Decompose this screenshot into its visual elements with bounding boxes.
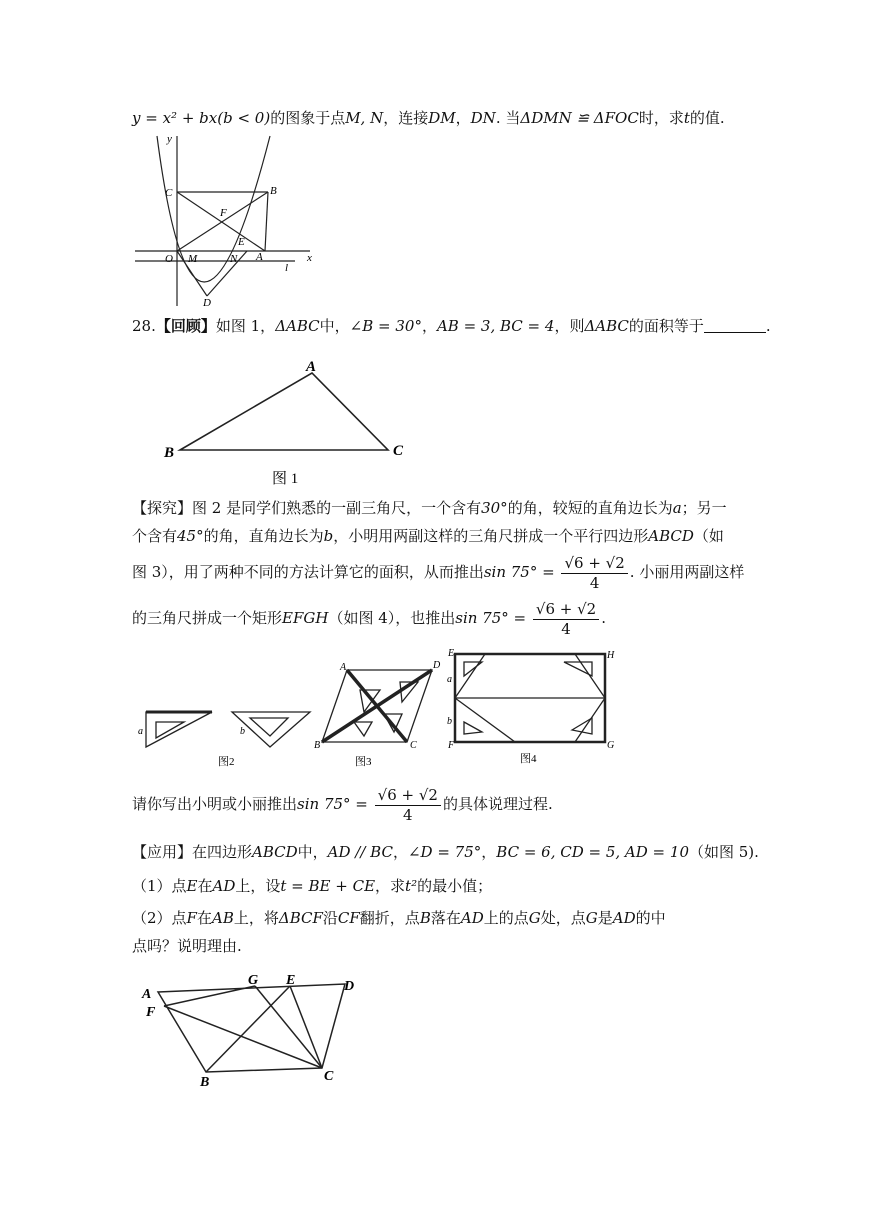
- parabola-curve: [157, 136, 270, 282]
- explore-line-2: 个含有45°的角，直角边长为b，小明用两副这样的三角尺拼成一个平行四边形ABCD（如: [132, 527, 724, 545]
- label-x: x: [307, 252, 312, 264]
- fig4-caption: 图4: [520, 753, 537, 765]
- fig4-label-h: H: [607, 650, 615, 661]
- fig2-label-b: b: [240, 726, 245, 737]
- fig3-label-a: A: [340, 662, 347, 673]
- fig3-parallelogram: [322, 670, 432, 742]
- fig5-label-d: D: [344, 979, 355, 994]
- label-m: M: [188, 253, 198, 265]
- sin75-fraction: $\frac{√6 + √2}{4}$: [561, 554, 627, 592]
- fig1-label-a: A: [306, 359, 317, 375]
- fig4-label-e: E: [448, 648, 455, 659]
- segment-fg: [164, 986, 255, 1006]
- figure-1-triangle: [160, 355, 420, 490]
- explore-line-1: 【探究】图 2 是同学们熟悉的一副三角尺，一个含有30°的角，较短的直角边长为a；另一: [132, 499, 727, 517]
- fig1-label-c: C: [393, 443, 404, 459]
- label-n: N: [230, 253, 238, 265]
- segment-be: [206, 986, 290, 1072]
- fig4-rectangle: [455, 654, 605, 742]
- fig1-caption: 图 1: [272, 471, 299, 487]
- fig2-caption: 图2: [218, 756, 235, 768]
- label-l: l: [285, 262, 289, 274]
- segment-ec: [290, 986, 322, 1068]
- fig2-set-squares: [146, 712, 310, 747]
- fig2-label-a: a: [138, 726, 143, 737]
- label-f: F: [220, 207, 227, 219]
- fig4-label-b: b: [447, 716, 452, 727]
- label-c: C: [165, 187, 173, 199]
- fig5-label-g: G: [248, 973, 259, 988]
- fig3-label-d: D: [433, 660, 441, 671]
- answer-blank[interactable]: [704, 318, 766, 333]
- fig5-label-c: C: [324, 1069, 334, 1084]
- triangle-abc: [180, 373, 388, 450]
- segment-ba: [265, 192, 268, 251]
- segment-fc: [164, 1006, 322, 1068]
- fig1-label-b: B: [164, 445, 175, 461]
- problem27-condition: y = x² + bx(b < 0)的图象于点M, N，连接DM，DN. 当ΔDMN ≌ ΔFOC时，求t的值.: [132, 109, 725, 127]
- segment-gc: [255, 986, 322, 1068]
- problem28-review: 28.【回顾】如图 1，ΔABC中，∠B = 30°，AB = 3, BC = 4，则ΔABC的面积等于 .: [132, 317, 771, 335]
- fig5-label-a: A: [142, 987, 152, 1002]
- fig5-label-f: F: [146, 1005, 156, 1020]
- figures-2-3-4: [132, 648, 615, 772]
- label-d: D: [203, 297, 211, 309]
- fig5-label-b: B: [200, 1075, 210, 1090]
- quad-abcd: [158, 984, 345, 1072]
- fig4-label-a: a: [447, 674, 452, 685]
- explore-line-3: 图 3），用了两种不同的方法计算它的面积，从而推出sin 75° = $\frac{√6 + √2}{4}$ . 小丽用两副这样: [132, 554, 745, 592]
- label-b: B: [270, 185, 277, 197]
- label-e: E: [238, 236, 245, 248]
- apply-question-2-cont: 点吗？说明理由.: [132, 937, 242, 955]
- explore-line-4: 的三角尺拼成一个矩形EFGH（如图 4），也推出sin 75° = $\frac{√6 + √2}{4}$ .: [132, 600, 606, 638]
- parabola-graph: [125, 128, 325, 308]
- apply-line-1: 【应用】在四边形ABCD中，AD // BC，∠D = 75°，BC = 6, CD = 5, AD = 10（如图 5).: [132, 843, 759, 861]
- fig3-label-b: B: [314, 740, 321, 751]
- apply-question-2: （2）点F在AB上，将ΔBCF沿CF翻折，点B落在AD上的点G处，点G是AD的中: [132, 909, 666, 927]
- label-a: A: [256, 251, 263, 263]
- sin75-fraction-3: $\frac{√6 + √2}{4}$: [375, 786, 441, 824]
- label-o: O: [165, 253, 173, 265]
- label-y: y: [167, 133, 172, 145]
- fig3-label-c: C: [410, 740, 417, 751]
- fig4-label-g: G: [607, 740, 615, 751]
- apply-question-1: （1）点E在AD上，设t = BE + CE，求t²的最小值；: [132, 877, 493, 895]
- fig3-caption: 图3: [355, 756, 372, 768]
- request-line: 请你写出小明或小丽推出sin 75° = $\frac{√6 + √2}{4}$ 的具体说理过程.: [132, 786, 553, 824]
- fig5-label-e: E: [286, 973, 296, 988]
- fig4-label-f: F: [448, 740, 455, 751]
- segment-dn: [207, 251, 247, 296]
- sin75-fraction-2: $\frac{√6 + √2}{4}$: [533, 600, 599, 638]
- figure-5-quadrilateral: [140, 970, 370, 1090]
